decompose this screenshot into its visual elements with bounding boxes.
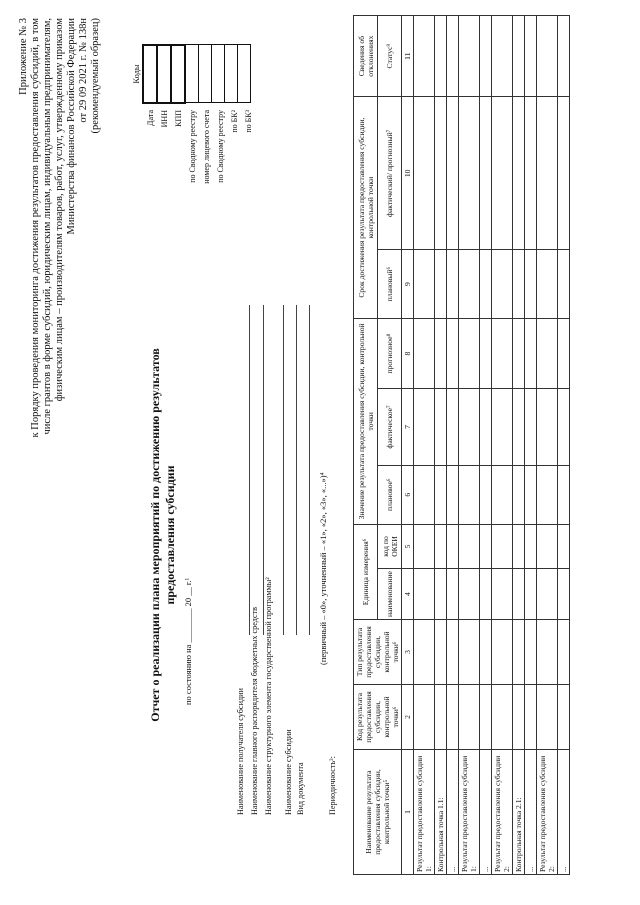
col-planned-header: плановое⁶ — [378, 465, 402, 524]
table-row: ... — [480, 16, 492, 875]
field-line — [263, 305, 264, 635]
code-bk-cell[interactable] — [225, 45, 238, 103]
codes-header: Коды — [131, 64, 141, 84]
appendix-number: Приложение № 3 — [18, 18, 29, 95]
code-inn-cell[interactable] — [157, 45, 171, 103]
table-row: ... — [525, 16, 537, 875]
code-registry-cell[interactable] — [185, 45, 199, 103]
code-account-cell[interactable] — [199, 45, 212, 103]
field-line — [249, 305, 250, 635]
appendix-date: от 29 09 2021 г. № 138н — [78, 18, 89, 123]
codes-labels: Дата ИНН КПП по Сводному реестру номер лицевого счета по Сводному реестру по БК² по БК³ — [146, 110, 253, 184]
field-line — [283, 305, 284, 635]
field-periodicity: Периодичность³: — [328, 756, 337, 815]
field-recipient: Наименование получателя субсидии — [236, 688, 245, 815]
results-table — [353, 15, 570, 875]
col-forecast-header: прогнозное⁸ — [378, 318, 402, 388]
appendix-line: числе грантов в форме субсидий, юридическим лицам, индивидуальным предпринимателям, — [42, 18, 53, 435]
table-row: ... — [558, 16, 570, 875]
code-registry-cell[interactable] — [212, 45, 225, 103]
col-info-header: Сведения об отклонениях — [354, 16, 378, 97]
code-kpp-cell[interactable] — [171, 45, 185, 103]
field-line — [296, 305, 297, 635]
col-code-header: Код результата предоставления субсидии, контрольной точки⁶ — [354, 685, 402, 750]
col-actual-header: фактическое⁷ — [378, 389, 402, 465]
col-term-actual-header: фактический/ прогнозный⁷ — [378, 97, 402, 250]
field-line — [309, 305, 310, 635]
col-unit-header: Единица измерения⁶ — [354, 524, 378, 619]
table-row: Контрольная точка 1.1: — [435, 16, 447, 875]
col-term-header: Срок достижения результата предоставления субсидии, контрольной точки — [354, 97, 378, 319]
appendix-line: к Порядку проведения мониторинга достижения результатов предоставления субсидий, в том — [30, 18, 41, 438]
codes-table — [130, 44, 251, 104]
doc-type-hint: (первичный – «0», уточненный – «1», «2», «3», «...»)⁴ — [318, 472, 328, 665]
field-main-manager: Наименование главного распорядителя бюджетных средств — [250, 606, 259, 815]
appendix-recommended: (рекомендуемый образец) — [90, 18, 101, 134]
field-subsidy-name: Наименование субсидии — [284, 729, 293, 815]
col-unit-name-header: наименование — [378, 569, 402, 620]
number-row: 1 2 3 4 5 6 7 8 9 10 11 — [402, 16, 414, 875]
col-term-planned-header: плановый⁶ — [378, 250, 402, 319]
as-of-date: по состоянию на ________ 20 __ г.¹ — [183, 577, 193, 705]
table-row: Результат предоставления субсидии 1: — [414, 16, 435, 875]
col-name-header: Наименование результата предоставления субсидии, контрольной точки⁵ — [354, 750, 402, 875]
appendix-line: физическим лицам – производителям товаров, работ, услуг, утвержденному приказом — [54, 18, 65, 402]
table-row: Контрольная точка 2.1: — [513, 16, 525, 875]
code-date-cell[interactable] — [143, 45, 157, 103]
col-value-header: Значение результата предоставления субсидии, контрольной точки — [354, 318, 378, 524]
field-doc-type: Вид документа — [296, 762, 305, 815]
col-status-header: Статус⁹ — [378, 16, 402, 97]
col-type-header: Тип результата предоставления субсидии, контрольной точки⁶ — [354, 620, 402, 685]
table-row: ... — [447, 16, 459, 875]
table-row: Результат предоставления субсидии 1: — [459, 16, 480, 875]
appendix-header — [18, 18, 102, 437]
code-bk-cell[interactable] — [238, 45, 251, 103]
field-program-element: Наименование структурного элемента государственной программы² — [264, 577, 273, 815]
col-unit-code-header: код по ОКЕИ — [378, 524, 402, 568]
table-row: Результат предоставления субсидии 2: — [492, 16, 513, 875]
appendix-line: Министерства финансов Российской Федерации — [66, 18, 77, 235]
table-row: Результат предоставления субсидии 2: — [537, 16, 558, 875]
report-title: Отчет о реализации плана мероприятий по достижению результатов предоставления субсидии — [148, 348, 177, 722]
